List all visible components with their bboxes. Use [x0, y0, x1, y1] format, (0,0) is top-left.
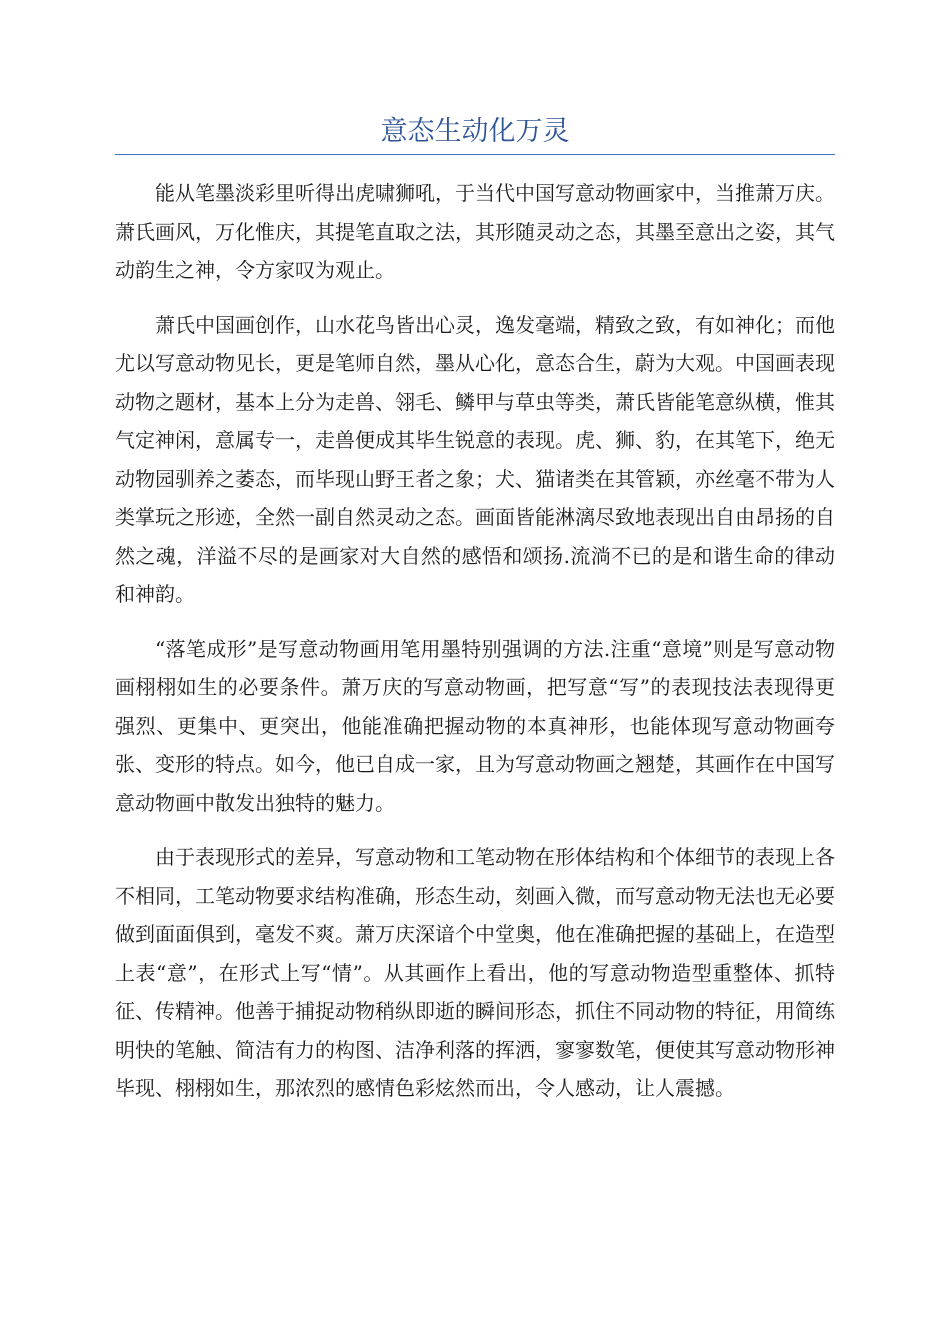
paragraph-3: “落笔成形”是写意动物画用笔用墨特别强调的方法.注重“意境”则是写意动物画栩栩如生的必要条件。萧万庆的写意动物画，把写意“写”的表现技法表现得更强烈、更集中、更突出，他能准确把握动物的本真神形，也能体现写意动物画夸张、变形的特点。如今，他已自成一家，且为写意动物画之翘楚，其画作在中国写意动物画中散发出独特的魅力。: [115, 636, 835, 815]
document-body: [115, 174, 835, 1124]
title-underline: [115, 154, 835, 155]
paragraph-2: 萧氏中国画创作，山水花鸟皆出心灵，逸发毫端，精致之致，有如神化；而他尤以写意动物见长，更是笔师自然，墨从心化，意态合生，蔚为大观。中国画表现动物之题材，基本上分为走兽、翎毛、鳞甲与草虫等类，萧氏皆能笔意纵横，惟其气定神闲，意属专一，走兽便成其毕生锐意的表现。虎、狮、豹，在其笔下，绝无动物园驯养之萎态，而毕现山野王者之象；犬、猫诸类在其管颖，亦丝毫不带为人类掌玩之形迹，全然一副自然灵动之态。画面皆能淋漓尽致地表现出自由昂扬的自然之魂，洋溢不尽的是画家对大自然的感悟和颂扬.流淌不已的是和谐生命的律动和神韵。: [115, 312, 835, 606]
paragraph-4: 由于表现形式的差异，写意动物和工笔动物在形体结构和个体细节的表现上各不相同，工笔动物要求结构准确，形态生动，刻画入微，而写意动物无法也无必要做到面面俱到，毫发不爽。萧万庆深谙个中堂奥，他在准确把握的基础上，在造型上表“意”，在形式上写“情”。从其画作上看出，他的写意动物造型重整体、抓特征、传精神。他善于捕捉动物稍纵即逝的瞬间形态，抓住不同动物的特征，用简练明快的笔触、简洁有力的构图、洁净利落的挥洒，寥寥数笔，便使其写意动物形神毕现、栩栩如生，那浓烈的感情色彩炫然而出，令人感动，让人震撼。: [115, 845, 835, 1100]
paragraph-1: 能从笔墨淡彩里听得出虎啸狮吼，于当代中国写意动物画家中，当推萧万庆。萧氏画风，万化惟庆，其提笔直取之法，其形随灵动之态，其墨至意出之姿，其气动韵生之神，令方家叹为观止。: [115, 181, 835, 282]
document-title: 意态生动化万灵: [380, 116, 570, 147]
